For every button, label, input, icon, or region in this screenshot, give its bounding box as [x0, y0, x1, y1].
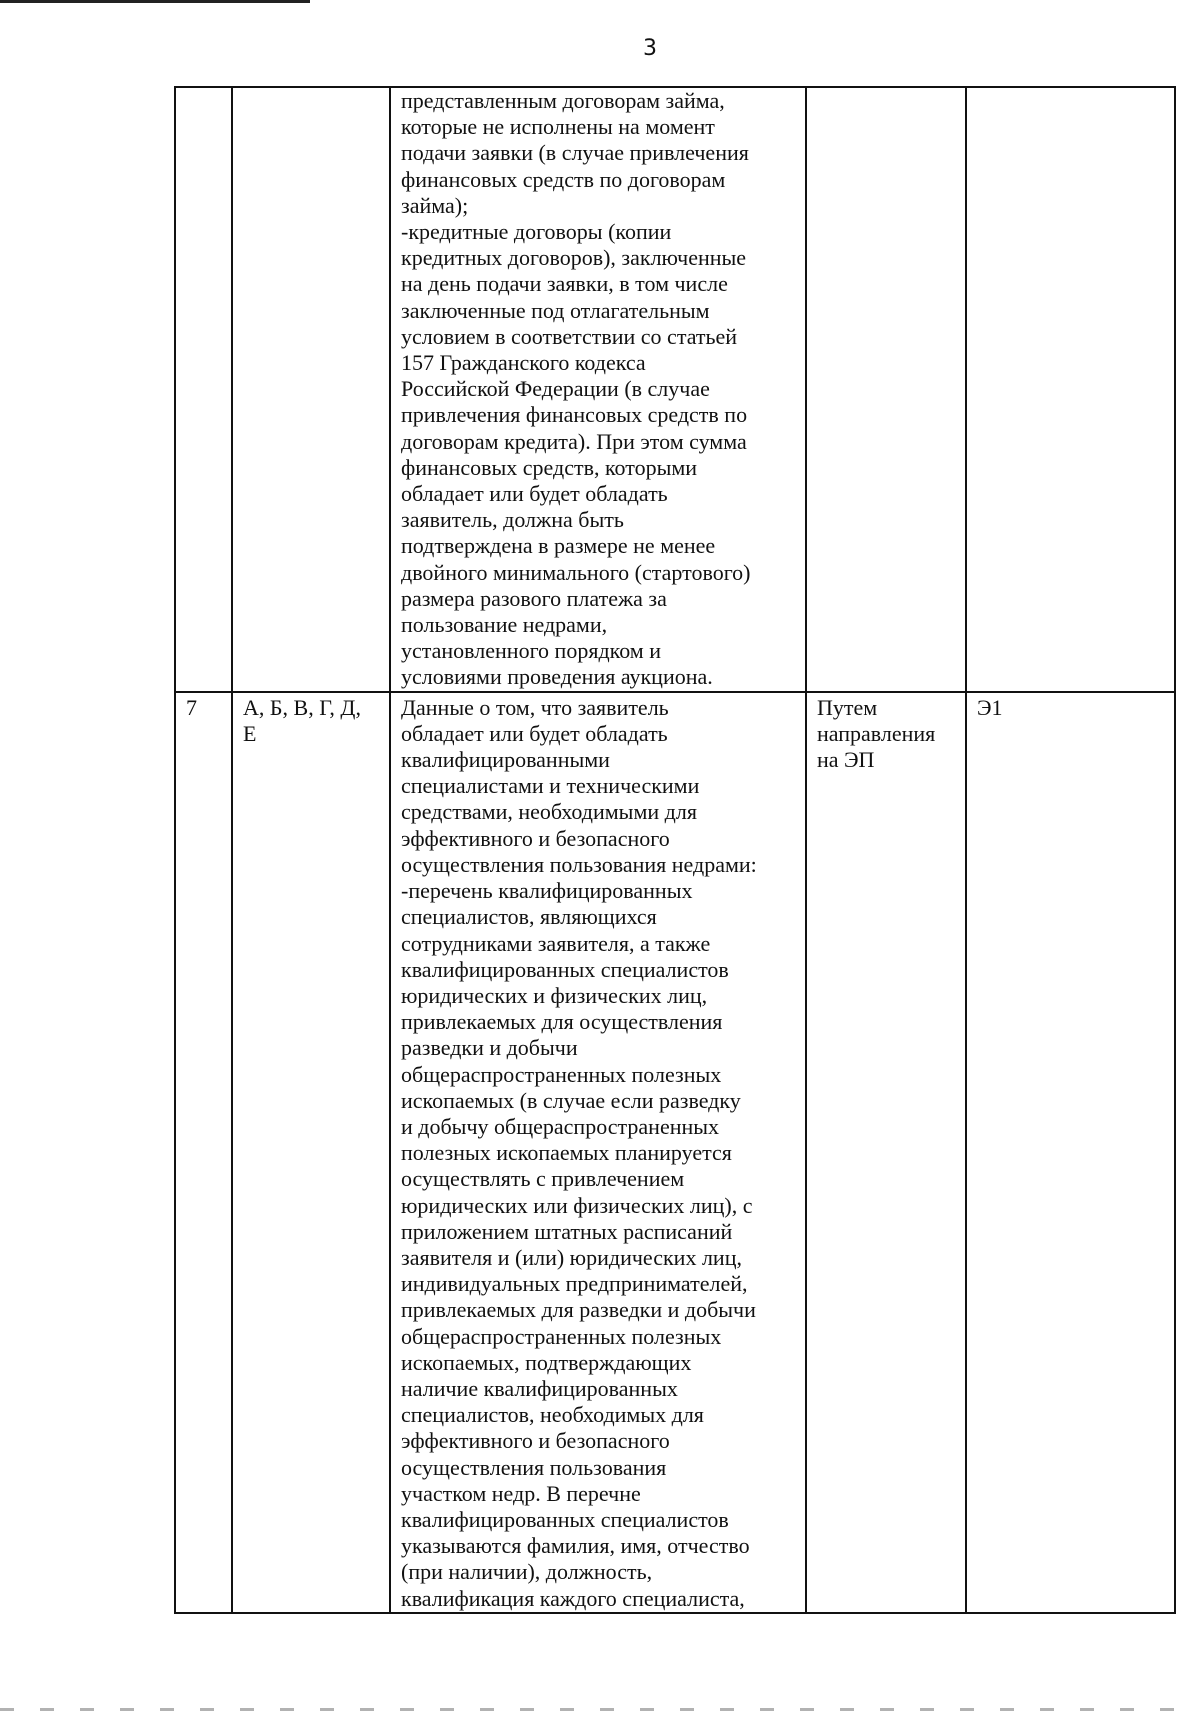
submission-method-cell: Путем направления на ЭП	[806, 692, 966, 1613]
row-number-cell: 7	[175, 692, 232, 1613]
form-cell: Э1	[966, 692, 1175, 1613]
table-row	[175, 692, 1175, 1613]
form-cell	[966, 87, 1175, 692]
description-cell: представленным договорам займа, которые не исполнены на момент подачи заявки (в случае привлечения финансовых средств по договорам займа); -кредитные договоры (копии кредитных договоров), заключенные на день подачи заявки, в том числе заключенные под отлагательным условием в соответствии со статьей 157 Гражданского кодекса Российской Федерации (в случае привлечения финансовых средств по договорам кредита). При этом сумма финансовых средств, которыми обладает или будет обладать заявитель, должна быть подтверждена в размере не менее двойного минимального (стартового) размера разового платежа за пользование недрами, установленного порядком и условиями проведения аукциона.	[390, 87, 806, 692]
page-number: 3	[643, 36, 657, 61]
top-rule	[0, 0, 310, 3]
stages-cell: А, Б, В, Г, Д, Е	[232, 692, 390, 1613]
submission-method-cell	[806, 87, 966, 692]
table-row	[175, 87, 1175, 692]
requirements-table	[174, 86, 1176, 1614]
row-number-cell	[175, 87, 232, 692]
description-cell: Данные о том, что заявитель обладает или будет обладать квалифицированными специалистами и техническими средствами, необходимыми для эффективного и безопасного осуществления пользования недрами: -перечень квалифицированных специалистов, являющихся сотрудниками заявителя, а также квалифицированных специалистов юридических и физических лиц, привлекаемых для осуществления разведки и добычи общераспространенных полезных ископаемых (в случае если разведку и добычу общераспространенных полезных ископаемых планируется осуществлять с привлечением юридических или физических лиц), с приложением штатных расписаний заявителя и (или) юридических лиц, индивидуальных предпринимателей, привлекаемых для разведки и добычи общераспространенных полезных ископаемых, подтверждающих наличие квалифицированных специалистов, необходимых для эффективного и безопасного осуществления пользования участком недр. В перечне квалифицированных специалистов указываются фамилия, имя, отчество (при наличии), должность, квалификация каждого специалиста,	[390, 692, 806, 1613]
scan-edge-noise	[0, 1708, 1200, 1711]
stages-cell	[232, 87, 390, 692]
